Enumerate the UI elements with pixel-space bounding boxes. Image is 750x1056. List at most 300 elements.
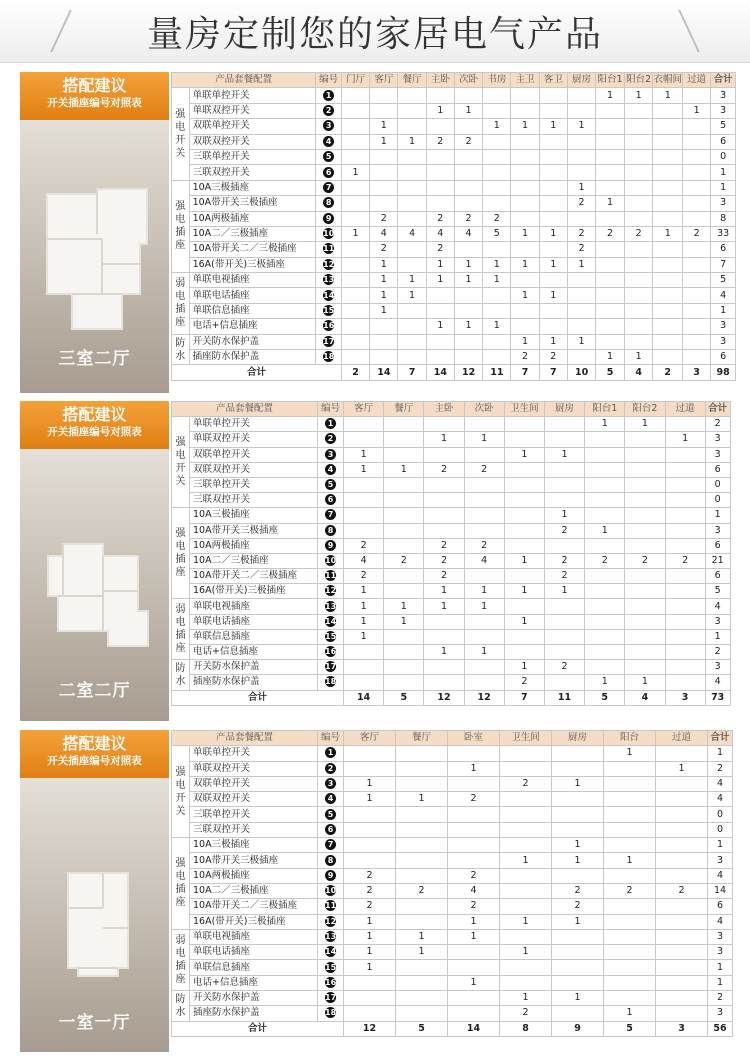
group-label: 防 水: [172, 334, 190, 365]
sum-cell: 14: [344, 690, 384, 705]
number-badge: 7: [325, 839, 336, 850]
quantity-cell: [653, 303, 683, 318]
quantity-cell: [552, 1006, 604, 1021]
quantity-cell: 1: [665, 432, 705, 447]
sum-cell: 4: [624, 365, 653, 380]
row-total: 3: [705, 432, 730, 447]
product-number: [318, 807, 344, 822]
socket-table: [171, 401, 731, 706]
sum-cell: 12: [464, 690, 504, 705]
quantity-cell: [396, 1006, 448, 1021]
quantity-cell: [384, 569, 424, 584]
product-number: [318, 629, 344, 644]
product-name: 10A二／三极插座: [190, 553, 318, 568]
quantity-cell: [448, 853, 500, 868]
quantity-cell: [596, 273, 625, 288]
quantity-cell: [500, 975, 552, 990]
table-row: [172, 523, 731, 538]
product-name: 10A三极插座: [190, 508, 318, 523]
quantity-cell: [625, 645, 665, 660]
quantity-cell: [596, 334, 625, 349]
quantity-cell: [504, 538, 544, 553]
quantity-cell: 1: [344, 792, 396, 807]
number-badge: 18: [325, 1008, 337, 1018]
product-number: [316, 88, 342, 103]
quantity-cell: [341, 134, 369, 149]
quantity-cell: 1: [454, 257, 482, 272]
quantity-cell: 1: [596, 350, 625, 365]
quantity-cell: [398, 211, 426, 226]
table-row: [172, 273, 736, 288]
table-row: [172, 447, 731, 462]
quantity-cell: [448, 807, 500, 822]
row-total: 4: [708, 776, 733, 791]
quantity-cell: [604, 899, 656, 914]
number-badge: 12: [325, 916, 337, 926]
product-name: 单联信息插座: [190, 960, 318, 975]
number-badge: 15: [325, 631, 337, 641]
quantity-cell: [424, 629, 464, 644]
number-badge: 16: [323, 321, 335, 331]
number-badge: 8: [325, 525, 336, 536]
quantity-cell: [454, 196, 482, 211]
table-row: [172, 614, 731, 629]
room-type-label: 二室二厅: [58, 681, 131, 701]
group-label: 防 水: [172, 660, 190, 690]
number-badge: 7: [325, 509, 336, 520]
quantity-cell: [539, 196, 567, 211]
quantity-cell: [500, 792, 552, 807]
quantity-cell: [344, 746, 396, 761]
quantity-cell: [396, 899, 448, 914]
sum-cell: 5: [384, 690, 424, 705]
number-badge: 3: [323, 120, 334, 131]
quantity-cell: [585, 462, 625, 477]
quantity-cell: [539, 319, 567, 334]
quantity-cell: [624, 273, 653, 288]
row-total: 3: [705, 447, 730, 462]
table-row: [172, 883, 733, 898]
group-label: 强 电 开 关: [172, 88, 190, 180]
product-number: [318, 645, 344, 660]
quantity-cell: 1: [504, 447, 544, 462]
product-name: 10A两极插座: [189, 211, 316, 226]
quantity-cell: 1: [370, 119, 398, 134]
quantity-cell: 1: [567, 180, 595, 195]
group-label: 强 电 开 关: [172, 417, 190, 508]
quantity-cell: 1: [624, 88, 653, 103]
quantity-cell: [424, 523, 464, 538]
quantity-cell: 1: [682, 103, 710, 118]
quantity-cell: [682, 303, 710, 318]
quantity-cell: [653, 242, 683, 257]
table-header-row: [172, 402, 731, 417]
quantity-cell: [511, 134, 539, 149]
quantity-cell: [656, 746, 708, 761]
quantity-cell: [398, 180, 426, 195]
product-number: [318, 432, 344, 447]
table-row: [172, 417, 731, 432]
quantity-cell: [625, 584, 665, 599]
quantity-cell: [604, 975, 656, 990]
column-header-number: 编号: [318, 402, 344, 417]
quantity-cell: 2: [344, 538, 384, 553]
quantity-cell: 1: [341, 226, 369, 241]
quantity-cell: 1: [653, 88, 683, 103]
quantity-cell: 1: [500, 914, 552, 929]
quantity-cell: 2: [464, 538, 504, 553]
product-number: [316, 288, 342, 303]
quantity-cell: [448, 822, 500, 837]
table-row: [172, 432, 731, 447]
room-type-label: 三室二厅: [58, 349, 131, 369]
product-name: 电话+信息插座: [189, 319, 316, 334]
quantity-cell: [604, 945, 656, 960]
quantity-cell: [625, 614, 665, 629]
number-badge: 13: [325, 601, 337, 611]
quantity-cell: 4: [454, 226, 482, 241]
product-number: [318, 776, 344, 791]
quantity-cell: [585, 538, 625, 553]
side-panel: [20, 730, 169, 1052]
quantity-cell: [396, 960, 448, 975]
quantity-cell: [370, 334, 398, 349]
quantity-cell: [464, 675, 504, 690]
row-total: 6: [711, 134, 736, 149]
row-total: 14: [708, 883, 733, 898]
table-row: [172, 822, 733, 837]
quantity-cell: [511, 319, 539, 334]
product-number: [318, 584, 344, 599]
quantity-cell: 1: [544, 508, 584, 523]
table-row: [172, 761, 733, 776]
group-label: 弱 电 插 座: [172, 929, 190, 990]
row-total: 2: [705, 417, 730, 432]
quantity-cell: [604, 807, 656, 822]
table-row: [172, 645, 731, 660]
quantity-cell: [370, 88, 398, 103]
quantity-cell: [567, 288, 595, 303]
product-name: 双联双控开关: [190, 792, 318, 807]
quantity-cell: [656, 838, 708, 853]
table-row: [172, 538, 731, 553]
product-number: [318, 417, 344, 432]
number-badge: 17: [325, 993, 337, 1003]
quantity-cell: 2: [596, 226, 625, 241]
quantity-cell: [596, 303, 625, 318]
row-total: 6: [711, 242, 736, 257]
quantity-cell: 1: [344, 584, 384, 599]
quantity-cell: 2: [567, 242, 595, 257]
quantity-cell: [653, 180, 683, 195]
quantity-cell: [544, 629, 584, 644]
quantity-cell: 1: [370, 273, 398, 288]
product-name: 单联信息插座: [189, 303, 316, 318]
quantity-cell: [341, 303, 369, 318]
row-total: 0: [711, 149, 736, 164]
product-name: 电话+信息插座: [190, 975, 318, 990]
quantity-cell: [596, 242, 625, 257]
quantity-cell: 1: [504, 553, 544, 568]
product-number: [318, 929, 344, 944]
quantity-cell: [384, 493, 424, 508]
quantity-cell: [344, 508, 384, 523]
row-total: 1: [708, 960, 733, 975]
quantity-cell: 2: [544, 553, 584, 568]
number-badge: 6: [325, 494, 336, 505]
quantity-cell: [653, 119, 683, 134]
product-name: 单联电话插座: [189, 288, 316, 303]
quantity-cell: [464, 477, 504, 492]
sum-cell: 3: [665, 690, 705, 705]
table-row: [172, 119, 736, 134]
quantity-cell: [585, 493, 625, 508]
row-total: 3: [711, 88, 736, 103]
product-number: [318, 868, 344, 883]
product-name: 电话+信息插座: [190, 645, 318, 660]
quantity-cell: [596, 165, 625, 180]
quantity-cell: 2: [454, 211, 482, 226]
quantity-cell: [585, 508, 625, 523]
sum-cell: 12: [454, 365, 482, 380]
quantity-cell: [682, 165, 710, 180]
quantity-cell: [500, 883, 552, 898]
product-number: [318, 914, 344, 929]
product-name: 单联单控开关: [190, 746, 318, 761]
table-row: [172, 88, 736, 103]
quantity-cell: [624, 242, 653, 257]
product-number: [318, 975, 344, 990]
product-name: 插座防水保护盖: [190, 1006, 318, 1021]
column-header-room: 厨房: [567, 73, 595, 88]
quantity-cell: [424, 417, 464, 432]
quantity-cell: 2: [682, 226, 710, 241]
quantity-cell: 1: [426, 103, 454, 118]
quantity-cell: [454, 242, 482, 257]
quantity-cell: [682, 334, 710, 349]
quantity-cell: [464, 493, 504, 508]
quantity-cell: [464, 523, 504, 538]
quantity-cell: 2: [344, 899, 396, 914]
table-row: [172, 599, 731, 614]
quantity-cell: [424, 477, 464, 492]
product-name: 单联单控开关: [189, 88, 316, 103]
quantity-cell: [454, 303, 482, 318]
quantity-cell: [544, 645, 584, 660]
quantity-cell: [384, 645, 424, 660]
quantity-cell: 2: [500, 1006, 552, 1021]
quantity-cell: [504, 599, 544, 614]
table-row: [172, 945, 733, 960]
quantity-cell: [396, 853, 448, 868]
row-total: 0: [708, 822, 733, 837]
product-number: [318, 899, 344, 914]
quantity-cell: [552, 761, 604, 776]
quantity-cell: [596, 119, 625, 134]
sum-cell: 11: [544, 690, 584, 705]
quantity-cell: 1: [483, 119, 511, 134]
table-row: [172, 899, 733, 914]
quantity-cell: 2: [624, 226, 653, 241]
quantity-cell: [665, 538, 705, 553]
quantity-cell: 1: [344, 929, 396, 944]
quantity-cell: [585, 432, 625, 447]
row-total: 0: [708, 807, 733, 822]
group-label: 防 水: [172, 991, 190, 1022]
side-header-title: 搭配建议: [62, 734, 127, 753]
table-row: [172, 242, 736, 257]
product-number: [318, 991, 344, 1006]
quantity-cell: [396, 975, 448, 990]
grand-total: 98: [711, 365, 736, 380]
side-header-title: 搭配建议: [62, 405, 127, 424]
table-row: [172, 584, 731, 599]
quantity-cell: [370, 319, 398, 334]
quantity-cell: [483, 196, 511, 211]
quantity-cell: [656, 776, 708, 791]
quantity-cell: [682, 273, 710, 288]
row-total: 2: [705, 645, 730, 660]
quantity-cell: [344, 675, 384, 690]
quantity-cell: 1: [539, 334, 567, 349]
quantity-cell: [448, 991, 500, 1006]
quantity-cell: 2: [625, 553, 665, 568]
number-badge: 2: [325, 433, 336, 444]
product-number: [318, 477, 344, 492]
quantity-cell: [656, 914, 708, 929]
quantity-cell: [464, 629, 504, 644]
quantity-cell: 1: [396, 792, 448, 807]
quantity-cell: 1: [552, 838, 604, 853]
number-badge: 18: [323, 352, 335, 362]
quantity-cell: 1: [511, 226, 539, 241]
product-name: 单联电视插座: [190, 599, 318, 614]
number-badge: 6: [325, 824, 336, 835]
quantity-cell: [511, 103, 539, 118]
quantity-cell: [585, 614, 625, 629]
quantity-cell: 1: [370, 288, 398, 303]
side-header-subtitle: 开关插座编号对照表: [47, 755, 142, 767]
quantity-cell: [539, 180, 567, 195]
row-total: 3: [708, 945, 733, 960]
side-header: [20, 72, 169, 120]
quantity-cell: [665, 614, 705, 629]
quantity-cell: [454, 350, 482, 365]
quantity-cell: 1: [344, 614, 384, 629]
quantity-cell: [398, 242, 426, 257]
quantity-cell: [341, 350, 369, 365]
sum-cell: 8: [500, 1021, 552, 1036]
quantity-cell: 1: [454, 273, 482, 288]
table-row: [172, 319, 736, 334]
quantity-cell: [398, 303, 426, 318]
quantity-cell: [665, 584, 705, 599]
column-header-room: 主卧: [424, 402, 464, 417]
quantity-cell: 2: [585, 553, 625, 568]
quantity-cell: 1: [370, 134, 398, 149]
number-badge: 15: [323, 306, 335, 316]
table-row: [172, 226, 736, 241]
column-header-config: 产品套餐配置: [172, 73, 316, 88]
quantity-cell: [653, 165, 683, 180]
quantity-cell: [426, 165, 454, 180]
quantity-cell: [682, 319, 710, 334]
quantity-cell: 1: [511, 334, 539, 349]
quantity-cell: 1: [464, 599, 504, 614]
column-header-room: 过道: [656, 731, 708, 746]
number-badge: 2: [325, 763, 336, 774]
product-number: [316, 334, 342, 349]
column-header-room: 衣帽间: [653, 73, 683, 88]
quantity-cell: [624, 196, 653, 211]
quantity-cell: [567, 165, 595, 180]
socket-table: [171, 72, 736, 381]
column-header-room: 厨房: [544, 402, 584, 417]
quantity-cell: 4: [370, 226, 398, 241]
quantity-cell: [656, 975, 708, 990]
quantity-cell: [384, 538, 424, 553]
quantity-cell: 1: [454, 319, 482, 334]
quantity-cell: 1: [384, 462, 424, 477]
group-label: 弱 电 插 座: [172, 273, 190, 335]
quantity-cell: [426, 88, 454, 103]
column-header-room: 厨房: [552, 731, 604, 746]
product-number: [318, 614, 344, 629]
number-badge: 8: [325, 855, 336, 866]
grand-total: 73: [705, 690, 730, 705]
quantity-cell: [656, 945, 708, 960]
column-header-number: 编号: [316, 73, 342, 88]
title-banner: [0, 0, 750, 63]
row-total: 1: [705, 508, 730, 523]
column-header-room: 阳台2: [624, 73, 653, 88]
quantity-cell: [624, 257, 653, 272]
table-row: [172, 288, 736, 303]
quantity-cell: [500, 761, 552, 776]
quantity-cell: 1: [483, 319, 511, 334]
quantity-cell: [604, 776, 656, 791]
quantity-cell: [500, 822, 552, 837]
quantity-cell: 1: [511, 257, 539, 272]
quantity-cell: [398, 103, 426, 118]
quantity-cell: 2: [552, 899, 604, 914]
product-number: [318, 1006, 344, 1021]
product-name: 单联信息插座: [190, 629, 318, 644]
table-row: [172, 493, 731, 508]
quantity-cell: [341, 196, 369, 211]
quantity-cell: [398, 350, 426, 365]
quantity-cell: 2: [370, 211, 398, 226]
number-badge: 4: [325, 793, 336, 804]
sum-cell: 7: [504, 690, 544, 705]
sum-cell: 14: [426, 365, 454, 380]
column-header-room: 客卫: [539, 73, 567, 88]
quantity-cell: 1: [552, 914, 604, 929]
table-sum-row: [172, 1021, 733, 1036]
quantity-cell: [344, 645, 384, 660]
quantity-cell: [625, 569, 665, 584]
quantity-cell: 1: [656, 761, 708, 776]
quantity-cell: 1: [426, 273, 454, 288]
number-badge: 10: [323, 229, 335, 239]
quantity-cell: 1: [585, 675, 625, 690]
quantity-cell: 2: [500, 776, 552, 791]
quantity-cell: [596, 180, 625, 195]
quantity-cell: 2: [665, 553, 705, 568]
quantity-cell: 1: [370, 257, 398, 272]
row-total: 6: [711, 350, 736, 365]
product-name: 单联电视插座: [189, 273, 316, 288]
